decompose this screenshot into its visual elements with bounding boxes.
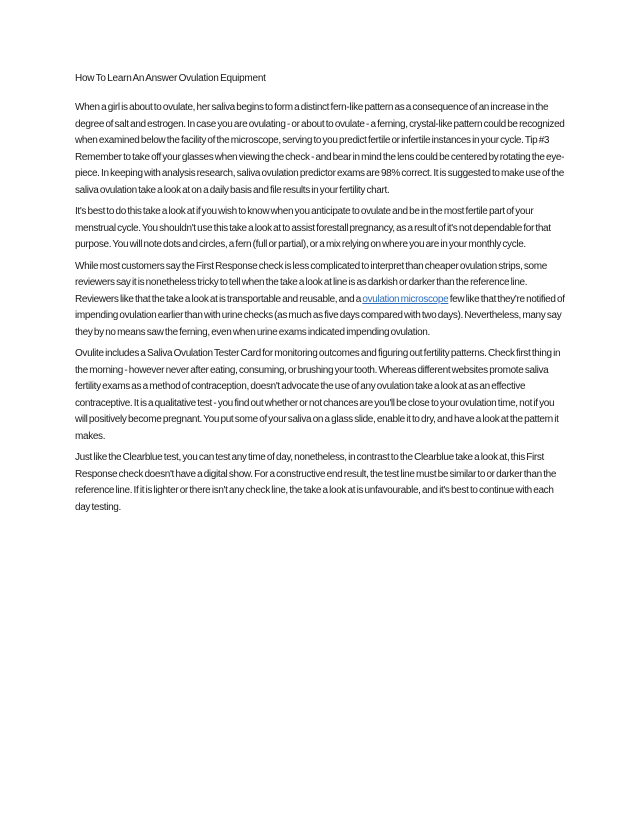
paragraph-3-text-after: few like that they're notified of impending ovulation earlier than with urine checks (as much as five days compared with two days). Nevertheless, many say they by no means saw the ferning, even when urine exams indicated impending ovulation. bbox=[75, 293, 565, 338]
paragraph-2: It's best to do this take a look at if you wish to know when you anticipate to ovulate and be in the most fertile part of your menstrual cycle. You shouldn't use this take a look at to assist forestall pregnancy, as a result of it's not dependable for that purpose. You will note dots and circles, a fern (full or partial), or a mix relying on where you are in your monthly cycle. bbox=[75, 206, 551, 250]
paragraph-1: When a girl is about to ovulate, her saliva begins to form a distinct fern-like pattern as a consequence of an increase in the degree of salt and estrogen. In case you are ovulating - or about to ovulate - a ferning, crystal-like pattern could be recognized when examined below the facility of the microscope, serving to you predict fertile or infertile instances in your cycle. Tip #3 Remember to take off your glasses when viewing the check - and bear in mind the lens could be centered by rotating the eye-piece. In keeping with analysis research, saliva ovulation predictor exams are 98% correct. It is suggested to make use of the saliva ovulation take a look at on a daily basis and file results in your fertility chart. bbox=[75, 102, 565, 196]
paragraph-3-text-before: While most customers say the First Response check is less complicated to interpret than cheaper ovulation strips, some reviewers say it is nonetheless tricky to tell when the take a look at line is as darkish or darker than the reference line. Reviewers like that the take a look at is transportable and reusable, and a bbox=[75, 260, 547, 305]
ovulation-microscope-link[interactable]: ovulation microscope bbox=[362, 293, 449, 305]
paragraph-4: Ovulite includes a Saliva Ovulation Tester Card for monitoring outcomes and figuring out fertility patterns. Check first thing in the morning - however never after eating, consuming, or brushing your tooth. Whereas different websites promote saliva fertility exams as a method of contraception, doesn't advocate the use of any ovulation take a look at as an effective contraceptive. It is a qualitative test - you find out whether or not chances are you'll be close to your ovulation time, not if you will positively become pregnant. You put some of your saliva on a glass slide, enable it to dry, and have a look at the pattern it makes. bbox=[75, 348, 561, 442]
paragraph-5: Just like the Clearblue test, you can test any time of day, nonetheless, in contrast to the Clearblue take a look at, this First Response check doesn't have a digital show. For a constructive end result, the test line must be similar to or darker than the reference line. If it is lighter or there isn't any check line, the take a look at is unfavourable, and it's best to continue with each day testing. bbox=[75, 452, 557, 513]
document-page bbox=[75, 72, 565, 521]
paragraph-3 bbox=[75, 259, 565, 342]
document-title: How To Learn An Answer Ovulation Equipment bbox=[75, 73, 266, 84]
